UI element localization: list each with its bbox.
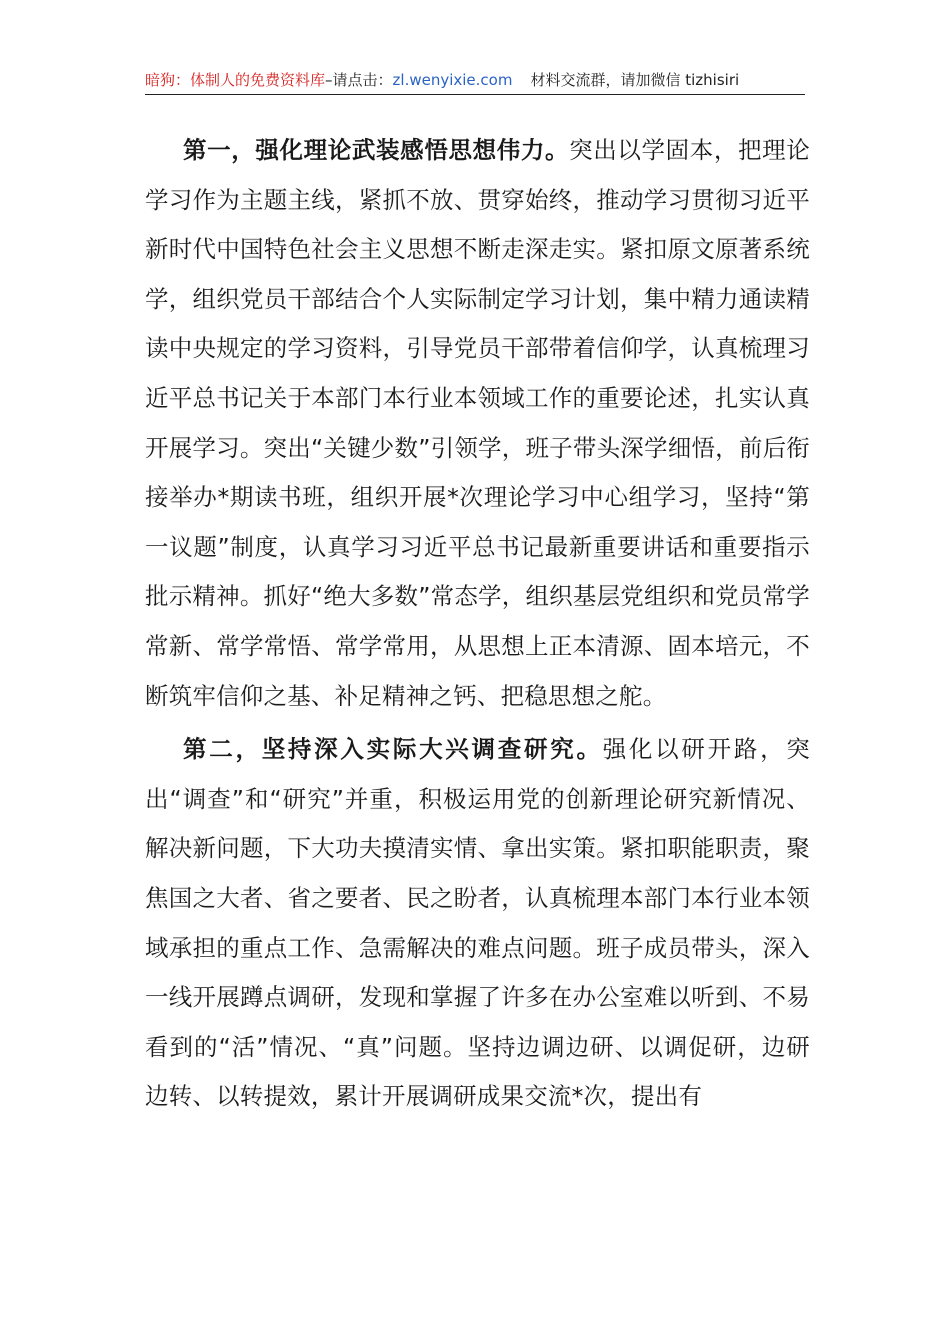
header-link[interactable]: zl.wenyixie.com — [392, 71, 513, 89]
header-click-prompt: –请点击： — [325, 71, 393, 89]
page-header — [145, 68, 805, 95]
document-body — [145, 126, 810, 1122]
paragraph-1-lead: 第一，强化理论武装感悟思想伟力。 — [183, 136, 570, 164]
paragraph-2-body: 强化以研开路，突出“调查”和“研究”并重，积极运用党的创新理论研究新情况、解决新问题，下大功夫摸清实情、拿出实策。紧扣职能职责，聚焦国之大者、省之要者、民之盼者，认真梳理本部门本行业本领域承担的重点工作、急需解决的难点问题。班子成员带头，深入一线开展蹲点调研，发现和掌握了许多在办公室难以听到、不易看到的“活”情况、“真”问题。坚持边调边研、以调促研，边研边转、以转提效，累计开展调研成果交流*次，提出有 — [145, 735, 810, 1111]
paragraph-2-lead: 第二，坚持深入实际大兴调查研究。 — [183, 735, 603, 764]
paragraph-1 — [145, 126, 810, 721]
header-wechat-note: 材料交流群，请加微信 tizhisiri — [530, 71, 740, 89]
paragraph-1-body: 突出以学固本，把理论学习作为主题主线，紧抓不放、贯穿始终，推动学习贯彻习近平新时代中国特色社会主义思想不断走深走实。紧扣原文原著系统学，组织党员干部结合个人实际制定学习计划，集中精力通读精读中央规定的学习资料，引导党员干部带着信仰学，认真梳理习近平总书记关于本部门本行业本领域工作的重要论述，扎实认真开展学习。突出“关键少数”引领学，班子带头深学细悟，前后衔接举办*期读书班，组织开展*次理论学习中心组学习，坚持“第一议题”制度，认真学习习近平总书记最新重要讲话和重要指示批示精神。抓好“绝大多数”常态学，组织基层党组织和党员常学常新、常学常悟、常学常用，从思想上正本清源、固本培元，不断筑牢信仰之基、补足精神之钙、把稳思想之舵。 — [145, 136, 810, 710]
paragraph-2 — [145, 725, 810, 1122]
header-site-name: 暗狗：体制人的免费资料库 — [145, 71, 326, 89]
